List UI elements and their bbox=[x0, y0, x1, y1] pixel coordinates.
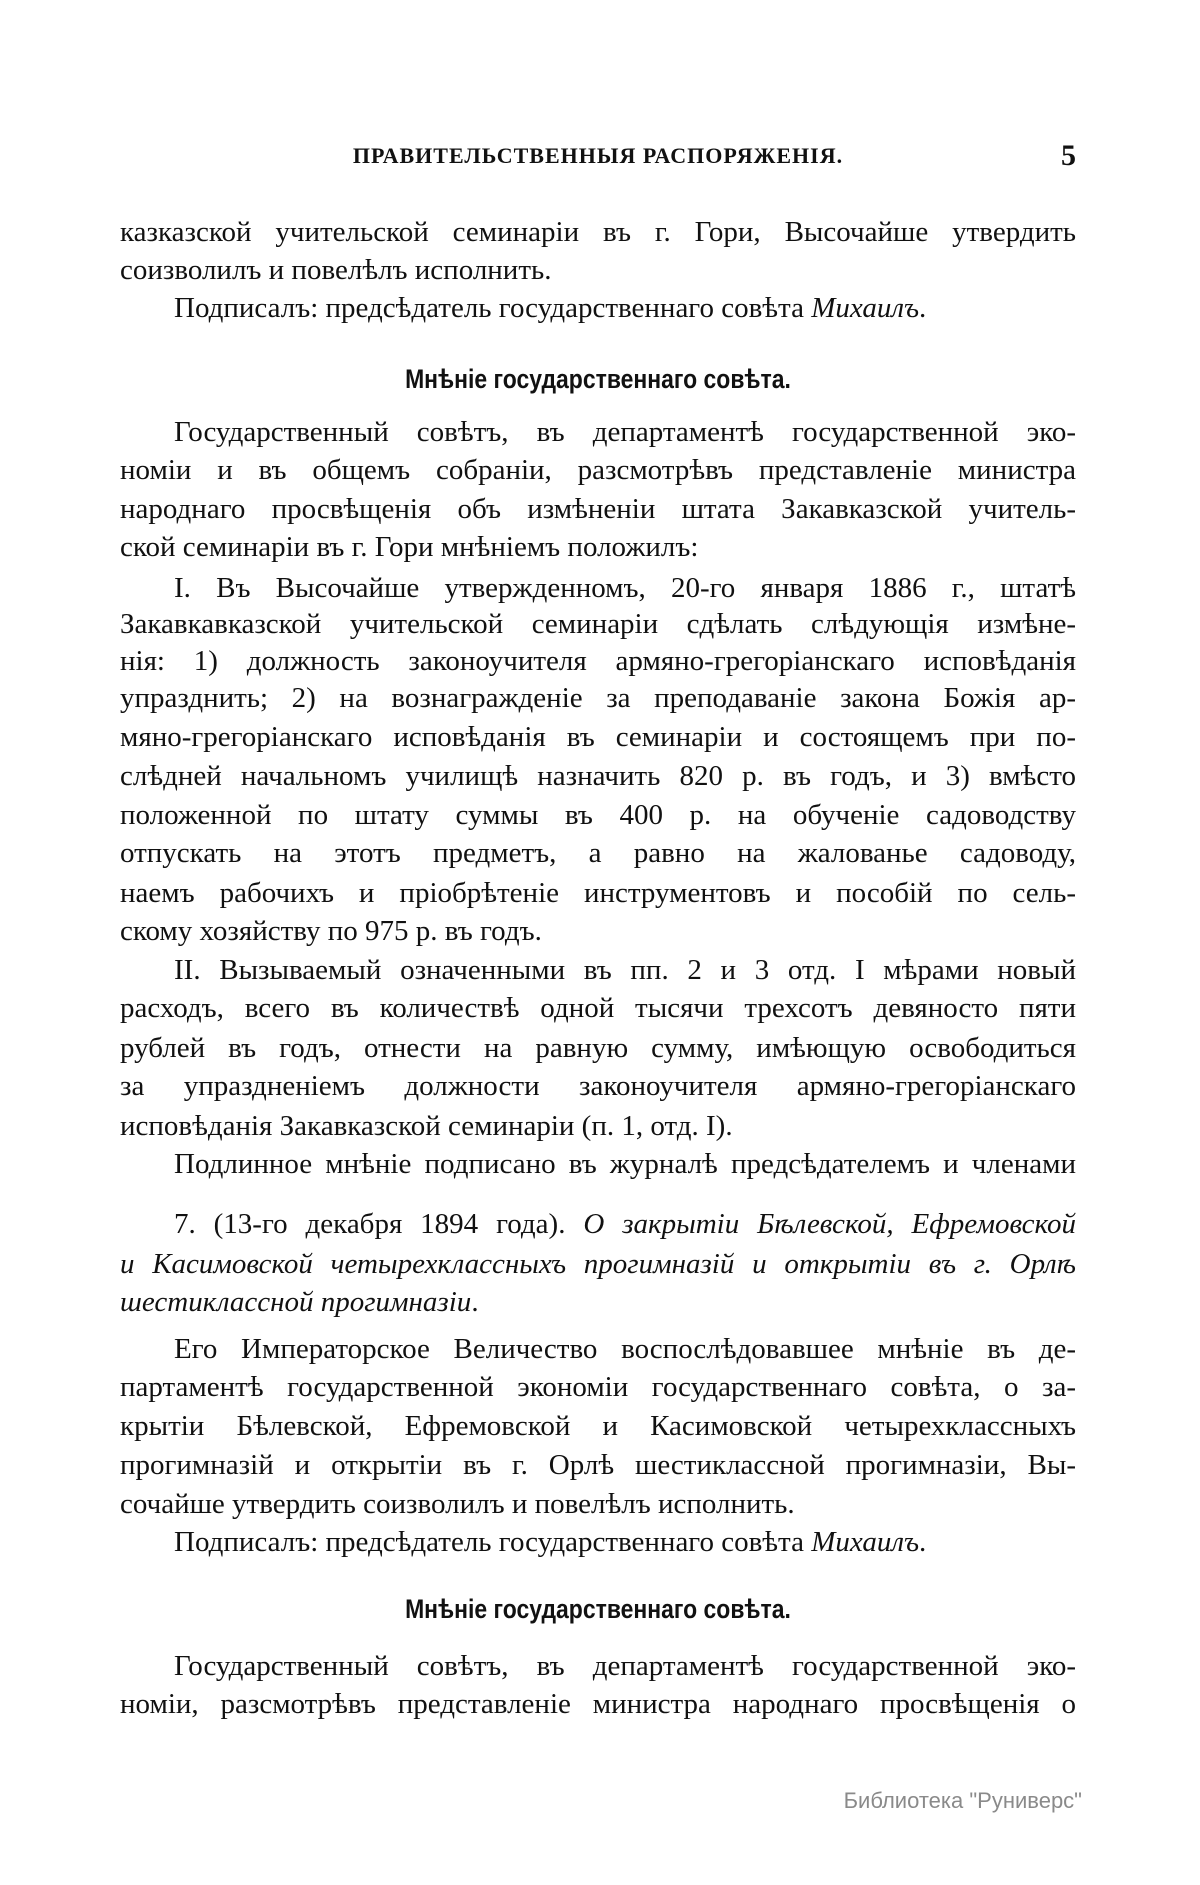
text-line bbox=[120, 250, 1076, 290]
text-segment: . bbox=[471, 1286, 479, 1318]
text-segment: номіи, разсмотрѣвъ представленіе министра народнаго просвѣщенія о bbox=[120, 1688, 1076, 1720]
text-segment: соизволилъ и повелѣлъ исполнить. bbox=[120, 254, 552, 286]
text-segment: прогимназій и открытіи въ г. Орлѣ шестиклассной прогимназіи, Вы- bbox=[120, 1449, 1076, 1481]
section-heading: Мнѣніе государственнаго совѣта. bbox=[405, 364, 791, 394]
text-line bbox=[120, 1028, 1076, 1068]
text-line bbox=[120, 1244, 1076, 1284]
text-segment: рублей въ годъ, отнести на равную сумму, имѣющую освободиться bbox=[120, 1032, 1076, 1064]
text-segment: Подлинное мнѣніе подписано въ журналѣ предсѣдателемъ и членами bbox=[174, 1148, 1076, 1180]
running-title: ПРАВИТЕЛЬСТВЕННЫЯ РАСПОРЯЖЕНІЯ. bbox=[352, 143, 844, 168]
text-line bbox=[120, 641, 1076, 681]
text-line bbox=[120, 212, 1076, 252]
text-segment: Подписалъ: предсѣдатель государственнаго совѣта bbox=[174, 292, 812, 324]
italic-text: и Касимовской четырехклассныхъ прогимназій и открытіи въ г. Орлѣ bbox=[120, 1248, 1076, 1280]
text-line bbox=[174, 1204, 1076, 1244]
text-line bbox=[120, 1484, 1076, 1524]
text-line bbox=[120, 489, 1076, 529]
page-number: 5 bbox=[1061, 139, 1076, 172]
text-segment: расходъ, всего въ количествѣ одной тысячи трехсотъ девяносто пяти bbox=[120, 992, 1076, 1024]
italic-text: О закрытіи Бѣлевской, Ефремовской bbox=[583, 1208, 1076, 1240]
text-line bbox=[120, 873, 1076, 913]
text-segment: . bbox=[919, 292, 927, 324]
text-segment: сочайше утвердить соизволилъ и повелѣлъ исполнить. bbox=[120, 1488, 795, 1520]
text-line bbox=[120, 717, 1076, 757]
text-segment: II. Вызываемый означенными въ пп. 2 и 3 отд. I мѣрами новый bbox=[174, 954, 1076, 986]
text-segment: Подписалъ: предсѣдатель государственнаго совѣта bbox=[174, 1526, 812, 1558]
text-line bbox=[174, 1144, 1076, 1184]
running-header bbox=[120, 136, 1076, 176]
text-line bbox=[120, 1106, 1076, 1146]
text-segment: Государственный совѣтъ, въ департаментѣ государственной эко- bbox=[174, 1650, 1076, 1682]
text-line bbox=[120, 1406, 1076, 1446]
text-line bbox=[120, 756, 1076, 796]
text-segment: I. Въ Высочайше утвержденномъ, 20-го января 1886 г., штатѣ bbox=[174, 572, 1076, 604]
text-line bbox=[120, 604, 1076, 644]
text-segment: казказской учительской семинаріи въ г. Гори, Высочайше утвердить bbox=[120, 216, 1076, 248]
text-segment: . bbox=[919, 1526, 927, 1558]
text-segment: мяно-грегоріанскаго исповѣданія въ семинаріи и состоящемъ при по- bbox=[120, 721, 1076, 753]
library-watermark: Библиотека "Руниверс" bbox=[843, 1788, 1082, 1813]
text-line bbox=[120, 795, 1076, 835]
text-segment: за упраздненіемъ должности законоучителя армяно-грегоріанскаго bbox=[120, 1070, 1076, 1102]
text-line bbox=[120, 1445, 1076, 1485]
text-segment: исповѣданія Закавказской семинаріи (п. 1, отд. I). bbox=[120, 1110, 733, 1142]
text-line bbox=[174, 412, 1076, 452]
text-segment: положенной по штату суммы въ 400 р. на обученіе садоводству bbox=[120, 799, 1076, 831]
text-segment: упразднить; 2) на вознагражденіе за преподаваніе закона Божія ар- bbox=[120, 682, 1076, 714]
text-segment: нія: 1) должность законоучителя армяно-грегоріанскаго исповѣданія bbox=[120, 645, 1076, 677]
text-line bbox=[174, 568, 1076, 608]
text-line bbox=[120, 1684, 1076, 1724]
text-segment: ской семинаріи въ г. Гори мнѣніемъ положилъ: bbox=[120, 531, 699, 563]
text-line bbox=[174, 1329, 1076, 1369]
text-segment: 7. (13-го декабря 1894 года). bbox=[174, 1208, 584, 1240]
text-line bbox=[174, 1646, 1076, 1686]
text-segment: Государственный совѣтъ, въ департаментѣ государственной эко- bbox=[174, 416, 1076, 448]
text-segment: слѣдней начальномъ училищѣ назначить 820 р. въ годъ, и 3) вмѣсто bbox=[120, 760, 1076, 792]
text-segment: отпускать на этотъ предметъ, а равно на жалованье садоводу, bbox=[120, 837, 1076, 869]
text-segment: народнаго просвѣщенія объ измѣненіи штата Закавказской учитель- bbox=[120, 493, 1076, 525]
italic-text: Михаилъ bbox=[811, 292, 920, 324]
text-line bbox=[120, 678, 1076, 718]
text-line bbox=[120, 911, 1076, 951]
text-line bbox=[174, 950, 1076, 990]
text-segment: скому хозяйству по 975 р. въ годъ. bbox=[120, 915, 542, 947]
text-segment: номіи и въ общемъ собраніи, разсмотрѣвъ представленіе министра bbox=[120, 454, 1076, 486]
text-line bbox=[120, 1282, 1076, 1322]
text-segment: крытіи Бѣлевской, Ефремовской и Касимовской четырехклассныхъ bbox=[120, 1410, 1076, 1442]
text-segment: наемъ рабочихъ и пріобрѣтеніе инструментовъ и пособій по сель- bbox=[120, 877, 1076, 909]
text-segment: партаментѣ государственной экономіи государственнаго совѣта, о за- bbox=[120, 1371, 1076, 1403]
text-line bbox=[120, 833, 1076, 873]
text-line bbox=[120, 527, 1076, 567]
text-line bbox=[174, 288, 1076, 328]
text-line bbox=[174, 1522, 1076, 1562]
text-line bbox=[120, 1066, 1076, 1106]
italic-text: шестиклассной прогимназіи bbox=[120, 1286, 472, 1318]
text-segment: Его Императорское Величество воспослѣдовавшее мнѣніе въ де- bbox=[174, 1333, 1076, 1365]
text-line bbox=[120, 988, 1076, 1028]
section-heading: Мнѣніе государственнаго совѣта. bbox=[405, 1594, 791, 1624]
text-line bbox=[120, 450, 1076, 490]
italic-text: Михаилъ bbox=[811, 1526, 920, 1558]
text-segment: Закавкавказской учительской семинаріи сдѣлать слѣдующія измѣне- bbox=[120, 608, 1076, 640]
text-line bbox=[120, 1367, 1076, 1407]
